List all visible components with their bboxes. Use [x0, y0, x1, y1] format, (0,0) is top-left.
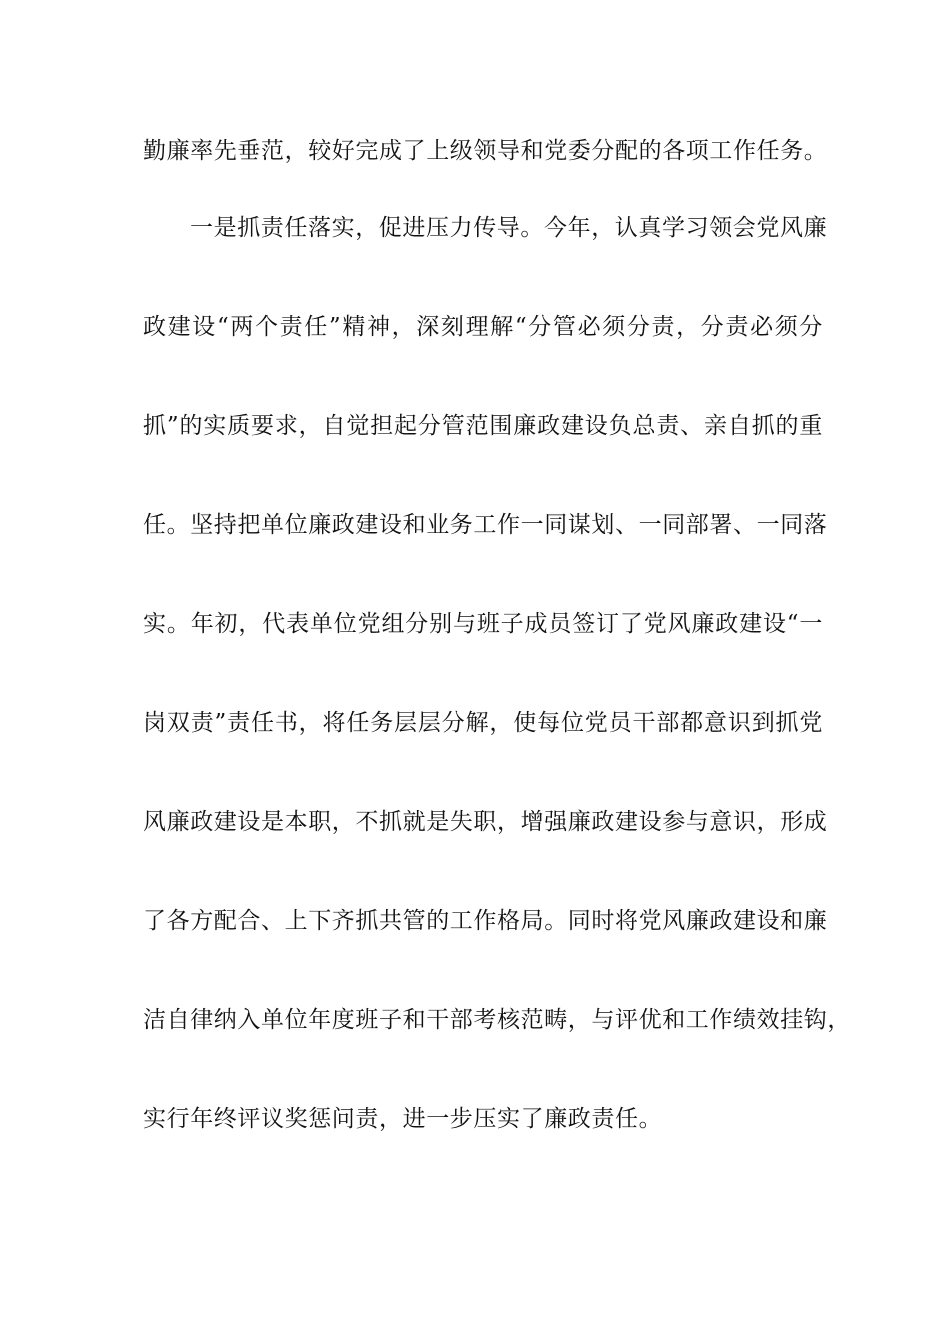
paragraph-line: 政建设“两个责任”精神，深刻理解“分管必须分责，分责必须分: [143, 314, 823, 340]
paragraph-line: 实行年终评议奖惩问责，进一步压实了廉政责任。: [143, 1106, 663, 1132]
paragraph-line: 风廉政建设是本职，不抓就是失职，增强廉政建设参与意识，形成: [143, 809, 828, 835]
paragraph-line: 勤廉率先垂范，较好完成了上级领导和党委分配的各项工作任务。: [143, 138, 828, 164]
paragraph-line: 了各方配合、上下齐抓共管的工作格局。同时将党风廉政建设和廉: [143, 908, 828, 934]
paragraph-line: 实。年初，代表单位党组分别与班子成员签订了党风廉政建设“一: [143, 611, 823, 637]
paragraph-line: 洁自律纳入单位年度班子和干部考核范畴，与评优和工作绩效挂钩，: [143, 1007, 851, 1033]
paragraph-line: 一是抓责任落实，促进压力传导。今年，认真学习领会党风廉: [190, 215, 828, 241]
paragraph-line: 任。坚持把单位廉政建设和业务工作一同谋划、一同部署、一同落: [143, 512, 828, 538]
paragraph-line: 抓”的实质要求，自觉担起分管范围廉政建设负总责、亲自抓的重: [143, 413, 823, 439]
paragraph-line: 岗双责”责任书，将任务层层分解，使每位党员干部都意识到抓党: [143, 710, 823, 736]
